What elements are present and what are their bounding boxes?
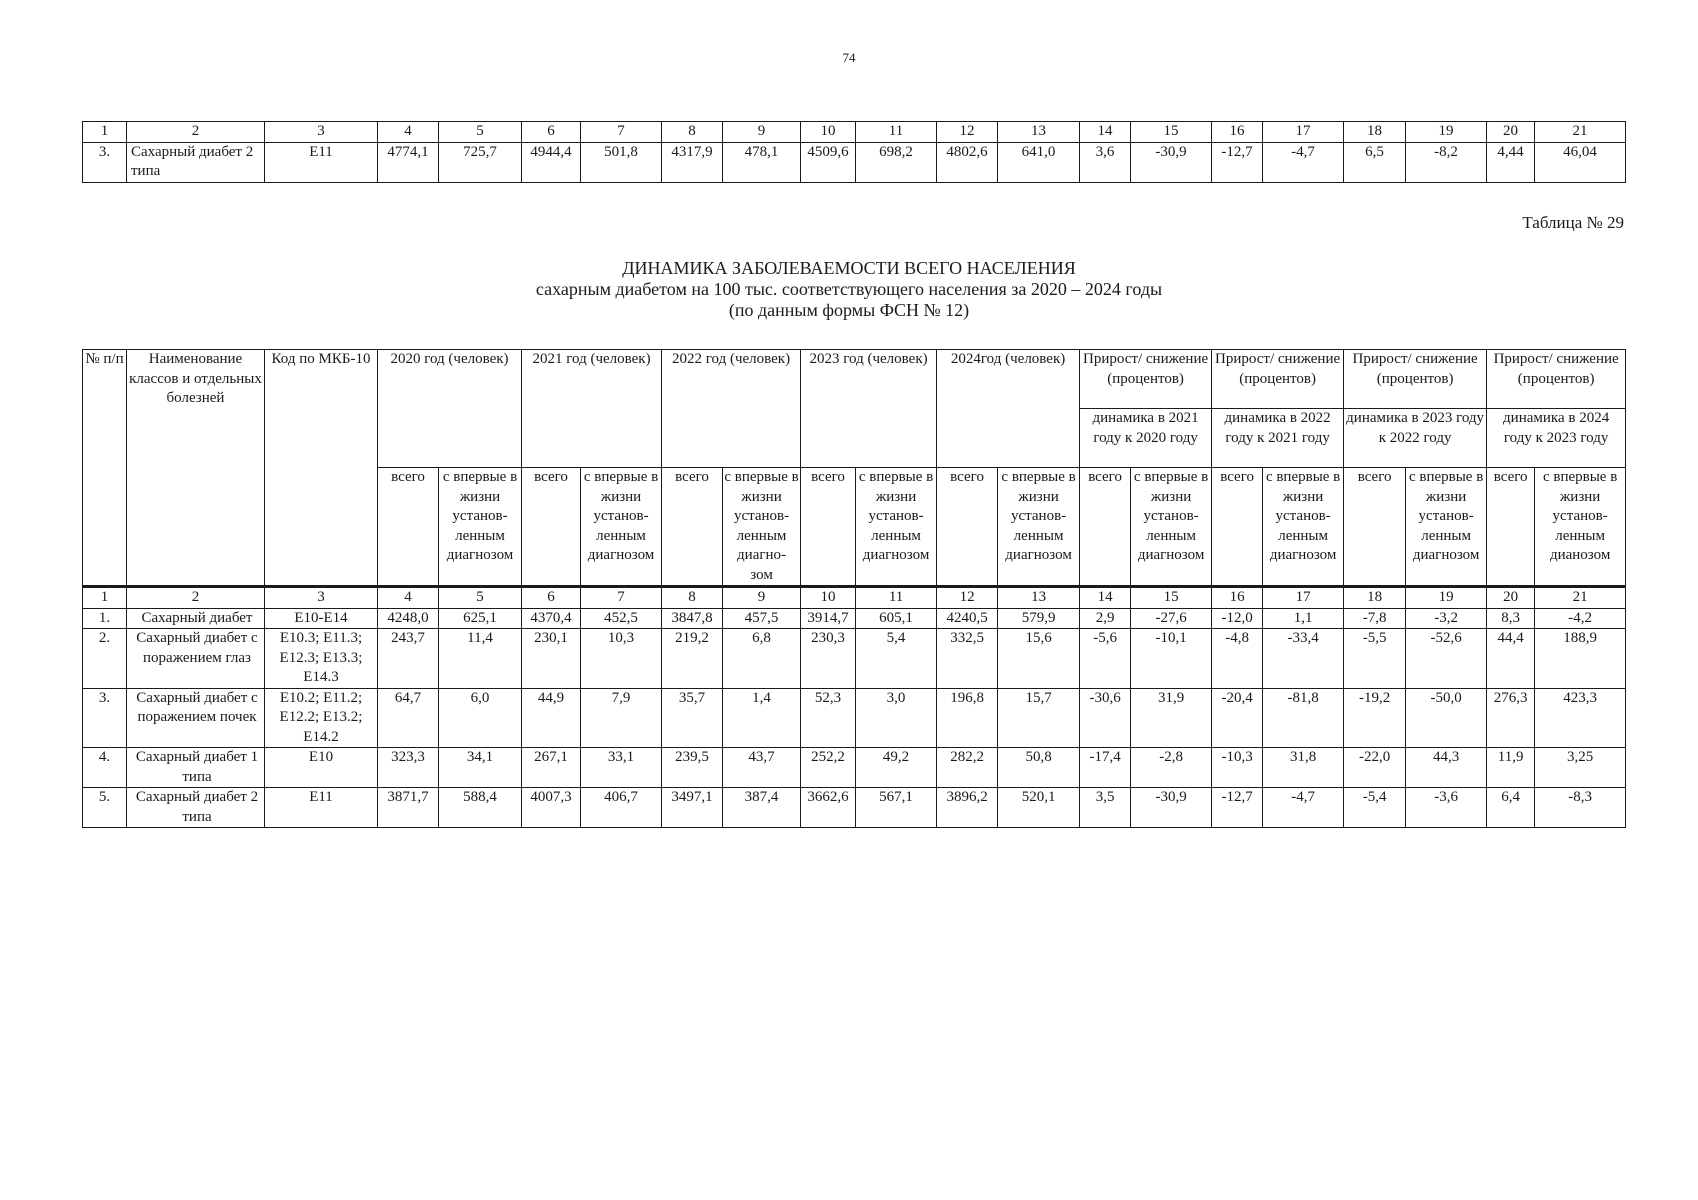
col-number: 6 (522, 587, 581, 609)
col-number: 7 (581, 587, 662, 609)
table-cell: 8,3 (1487, 608, 1535, 629)
col-number: 8 (662, 587, 723, 609)
table-cell: 252,2 (801, 748, 856, 788)
table-cell: -30,9 (1131, 788, 1212, 828)
table-cell: 452,5 (581, 608, 662, 629)
table-cell: 3896,2 (937, 788, 998, 828)
col-number: 18 (1344, 587, 1406, 609)
table-cell: -19,2 (1344, 688, 1406, 748)
col-number: 9 (723, 587, 801, 609)
table-cell: 5,4 (856, 629, 937, 689)
table-cell: 3,5 (1080, 788, 1131, 828)
table-cell: -5,5 (1344, 629, 1406, 689)
header-growth: Прирост/ снижение (процентов) (1344, 350, 1487, 409)
table-cell: 3871,7 (378, 788, 439, 828)
header-dynamics-2022: динамика в 2022 году к 2021 году (1212, 409, 1344, 468)
header-new-diagnosis: с впервые в жизни установ- ленным диагнозом (1406, 468, 1487, 587)
table-cell: 567,1 (856, 788, 937, 828)
table-cell: E10.2; E11.2; E12.2; E13.2; E14.2 (265, 688, 378, 748)
table-cell: 52,3 (801, 688, 856, 748)
table-cell: 10,3 (581, 629, 662, 689)
table-cell: 31,9 (1131, 688, 1212, 748)
caption-source: (по данным формы ФСН № 12) (728, 300, 970, 320)
header-new-diagnosis: с впервые в жизни установ- ленным диагнозом (581, 468, 662, 587)
header-new-diagnosis: с впервые в жизни установ- ленным диагнозом (856, 468, 937, 587)
col-number: 2 (127, 587, 265, 609)
table-caption (0, 258, 1698, 321)
col-number: 13 (998, 587, 1080, 609)
header-new-diagnosis: с впервые в жизни установ- ленным диагнозом (1131, 468, 1212, 587)
table-cell: E10.3; E11.3; E12.3; E13.3; E14.3 (265, 629, 378, 689)
table-cell: 49,2 (856, 748, 937, 788)
table-cell: 4007,3 (522, 788, 581, 828)
table-cell: -12,0 (1212, 608, 1263, 629)
header-new-diagnosis: с впервые в жизни установ- ленным диагно- зом (723, 468, 801, 587)
table-cell: 64,7 (378, 688, 439, 748)
col-number: 10 (801, 122, 856, 143)
header-name: Наименование классов и отдельных болезней (127, 350, 265, 587)
table-row (83, 608, 1626, 629)
table-cell: 423,3 (1535, 688, 1626, 748)
table-cell: -2,8 (1131, 748, 1212, 788)
header-new-diagnosis: с впервые в жизни установ- ленным дианозом (1535, 468, 1626, 587)
column-number-row (83, 587, 1626, 609)
col-number: 17 (1263, 587, 1344, 609)
table-cell: 501,8 (581, 142, 662, 182)
table-cell: 267,1 (522, 748, 581, 788)
col-number: 12 (937, 122, 998, 143)
table-cell: 6,8 (723, 629, 801, 689)
header-total: всего (801, 468, 856, 587)
table-cell: Сахарный диабет с поражением почек (127, 688, 265, 748)
col-number: 10 (801, 587, 856, 609)
table-cell: E10-E14 (265, 608, 378, 629)
table-cell: -81,8 (1263, 688, 1344, 748)
table-cell: 34,1 (439, 748, 522, 788)
table-cell: 3847,8 (662, 608, 723, 629)
col-number: 6 (522, 122, 581, 143)
col-number: 16 (1212, 122, 1263, 143)
table-cell: 50,8 (998, 748, 1080, 788)
header-total: всего (1080, 468, 1131, 587)
header-new-diagnosis: с впервые в жизни установ- ленным диагнозом (998, 468, 1080, 587)
table-cell: 605,1 (856, 608, 937, 629)
col-number: 4 (378, 587, 439, 609)
column-number-row (83, 122, 1626, 143)
header-growth: Прирост/ снижение (процентов) (1080, 350, 1212, 409)
table-cell: 196,8 (937, 688, 998, 748)
table-cell: 230,1 (522, 629, 581, 689)
table-cell: -10,3 (1212, 748, 1263, 788)
table-cell: 3,0 (856, 688, 937, 748)
col-number: 8 (662, 122, 723, 143)
table-cell: 698,2 (856, 142, 937, 182)
table-cell: 6,4 (1487, 788, 1535, 828)
table-cell: 44,3 (1406, 748, 1487, 788)
table-cell: -27,6 (1131, 608, 1212, 629)
table-cell: -30,6 (1080, 688, 1131, 748)
table-cell: 276,3 (1487, 688, 1535, 748)
table-cell: 4317,9 (662, 142, 723, 182)
col-number: 9 (723, 122, 801, 143)
table-cell: 2. (83, 629, 127, 689)
table-cell: 406,7 (581, 788, 662, 828)
header-new-diagnosis: с впервые в жизни установ- ленным диагнозом (1263, 468, 1344, 587)
table-cell: 4774,1 (378, 142, 439, 182)
table-cell: 6,5 (1344, 142, 1406, 182)
table-cell: Сахарный диабет (127, 608, 265, 629)
col-number: 7 (581, 122, 662, 143)
col-number: 1 (83, 587, 127, 609)
header-row (83, 350, 1626, 409)
table-cell: 15,6 (998, 629, 1080, 689)
col-number: 17 (1263, 122, 1344, 143)
col-number: 14 (1080, 587, 1131, 609)
table-cell: 4,44 (1487, 142, 1535, 182)
header-total: всего (1212, 468, 1263, 587)
col-number: 11 (856, 587, 937, 609)
table-cell: 625,1 (439, 608, 522, 629)
table-cell: 588,4 (439, 788, 522, 828)
header-year-2024: 2024год (человек) (937, 350, 1080, 468)
incidence-table (82, 349, 1626, 828)
table-cell: 43,7 (723, 748, 801, 788)
table-cell: 3,25 (1535, 748, 1626, 788)
header-num: № п/п (83, 350, 127, 587)
header-growth: Прирост/ снижение (процентов) (1487, 350, 1626, 409)
table-cell: 4370,4 (522, 608, 581, 629)
col-number: 21 (1535, 587, 1626, 609)
table-cell: -4,8 (1212, 629, 1263, 689)
table-cell: 46,04 (1535, 142, 1626, 182)
col-number: 20 (1487, 587, 1535, 609)
col-number: 3 (265, 587, 378, 609)
page-number: 74 (842, 50, 856, 65)
col-number: 11 (856, 122, 937, 143)
table-cell: -22,0 (1344, 748, 1406, 788)
table-cell: E11 (265, 142, 378, 182)
table-cell: 243,7 (378, 629, 439, 689)
table-cell: -33,4 (1263, 629, 1344, 689)
table-cell: 33,1 (581, 748, 662, 788)
table-cell: 31,8 (1263, 748, 1344, 788)
table-cell: 5. (83, 788, 127, 828)
table-cell: Сахарный диабет 1 типа (127, 748, 265, 788)
header-code: Код по МКБ-10 (265, 350, 378, 587)
header-dynamics-2023: динамика в 2023 году к 2022 году (1344, 409, 1487, 468)
table-cell: E10 (265, 748, 378, 788)
table-cell: 332,5 (937, 629, 998, 689)
table-row (83, 788, 1626, 828)
table-cell: 15,7 (998, 688, 1080, 748)
table-cell: 4240,5 (937, 608, 998, 629)
header-total: всего (378, 468, 439, 587)
table-cell: 3662,6 (801, 788, 856, 828)
table-cell: -30,9 (1131, 142, 1212, 182)
col-number: 1 (83, 122, 127, 143)
header-year-2020: 2020 год (человек) (378, 350, 522, 468)
table-cell: 3. (83, 142, 127, 182)
table-cell: -52,6 (1406, 629, 1487, 689)
table-cell: 230,3 (801, 629, 856, 689)
table-cell: 4248,0 (378, 608, 439, 629)
table-cell: 11,9 (1487, 748, 1535, 788)
table-cell: 520,1 (998, 788, 1080, 828)
header-total: всего (1487, 468, 1535, 587)
table-cell: 1,4 (723, 688, 801, 748)
header-new-diagnosis: с впервые в жизни установ- ленным диагнозом (439, 468, 522, 587)
header-total: всего (937, 468, 998, 587)
col-number: 20 (1487, 122, 1535, 143)
table-cell: 725,7 (439, 142, 522, 182)
table-cell: 282,2 (937, 748, 998, 788)
table-cell: -20,4 (1212, 688, 1263, 748)
header-year-2023: 2023 год (человек) (801, 350, 937, 468)
col-number: 18 (1344, 122, 1406, 143)
table-cell: 3. (83, 688, 127, 748)
table-cell: 44,9 (522, 688, 581, 748)
table-cell: Сахарный диабет 2 типа (127, 788, 265, 828)
caption-subtitle: сахарным диабетом на 100 тыс. соответствующего населения за 2020 – 2024 годы (535, 279, 1163, 299)
table-cell: 3914,7 (801, 608, 856, 629)
col-number: 14 (1080, 122, 1131, 143)
header-total: всего (522, 468, 581, 587)
table-cell: -4,2 (1535, 608, 1626, 629)
table-cell: 4802,6 (937, 142, 998, 182)
table-cell: 641,0 (998, 142, 1080, 182)
table-cell: 188,9 (1535, 629, 1626, 689)
col-number: 5 (439, 587, 522, 609)
table-cell: 4944,4 (522, 142, 581, 182)
table-cell: -8,3 (1535, 788, 1626, 828)
table-cell: 35,7 (662, 688, 723, 748)
table-body (83, 608, 1626, 828)
table-cell: -12,7 (1212, 142, 1263, 182)
table-cell: -4,7 (1263, 788, 1344, 828)
table-label: Таблица № 29 (1522, 213, 1624, 232)
table-cell: -3,2 (1406, 608, 1487, 629)
table-cell: -4,7 (1263, 142, 1344, 182)
table-row (83, 688, 1626, 748)
table-cell: -5,4 (1344, 788, 1406, 828)
col-number: 3 (265, 122, 378, 143)
table-row (83, 142, 1626, 182)
table-cell: 2,9 (1080, 608, 1131, 629)
caption-title: ДИНАМИКА ЗАБОЛЕВАЕМОСТИ ВСЕГО НАСЕЛЕНИЯ (622, 258, 1076, 278)
table-cell: 387,4 (723, 788, 801, 828)
header-year-2021: 2021 год (человек) (522, 350, 662, 468)
header-year-2022: 2022 год (человек) (662, 350, 801, 468)
table-cell: 7,9 (581, 688, 662, 748)
table-cell: 3,6 (1080, 142, 1131, 182)
table-cell: 11,4 (439, 629, 522, 689)
header-growth: Прирост/ снижение (процентов) (1212, 350, 1344, 409)
header-total: всего (662, 468, 723, 587)
header-total: всего (1344, 468, 1406, 587)
table-cell: Сахарный диабет с поражением глаз (127, 629, 265, 689)
table-cell: 579,9 (998, 608, 1080, 629)
col-number: 15 (1131, 122, 1212, 143)
table-cell: -7,8 (1344, 608, 1406, 629)
col-number: 2 (127, 122, 265, 143)
col-number: 5 (439, 122, 522, 143)
table-cell: 323,3 (378, 748, 439, 788)
col-number: 4 (378, 122, 439, 143)
table-cell: 478,1 (723, 142, 801, 182)
table-cell: -8,2 (1406, 142, 1487, 182)
table-cell: 4. (83, 748, 127, 788)
header-dynamics-2024: динамика в 2024 году к 2023 году (1487, 409, 1626, 468)
col-number: 19 (1406, 587, 1487, 609)
table-cell: 219,2 (662, 629, 723, 689)
table-cell: -12,7 (1212, 788, 1263, 828)
col-number: 16 (1212, 587, 1263, 609)
col-number: 13 (998, 122, 1080, 143)
table-cell: 1. (83, 608, 127, 629)
table-cell: 239,5 (662, 748, 723, 788)
table-cell: Сахарный диабет 2 типа (127, 142, 265, 182)
table-cell: 44,4 (1487, 629, 1535, 689)
table-cell: 1,1 (1263, 608, 1344, 629)
col-number: 12 (937, 587, 998, 609)
table-cell: -50,0 (1406, 688, 1487, 748)
col-number: 21 (1535, 122, 1626, 143)
table-row (83, 629, 1626, 689)
table-cell: -3,6 (1406, 788, 1487, 828)
table-cell: E11 (265, 788, 378, 828)
table-cell: -17,4 (1080, 748, 1131, 788)
col-number: 19 (1406, 122, 1487, 143)
col-number: 15 (1131, 587, 1212, 609)
table-cell: 3497,1 (662, 788, 723, 828)
table-cell: 6,0 (439, 688, 522, 748)
table-cell: -5,6 (1080, 629, 1131, 689)
table-row (83, 748, 1626, 788)
table-cell: 457,5 (723, 608, 801, 629)
table-cell: 4509,6 (801, 142, 856, 182)
header-dynamics-2021: динамика в 2021 году к 2020 году (1080, 409, 1212, 468)
table-cell: -10,1 (1131, 629, 1212, 689)
continuation-table (82, 121, 1626, 183)
